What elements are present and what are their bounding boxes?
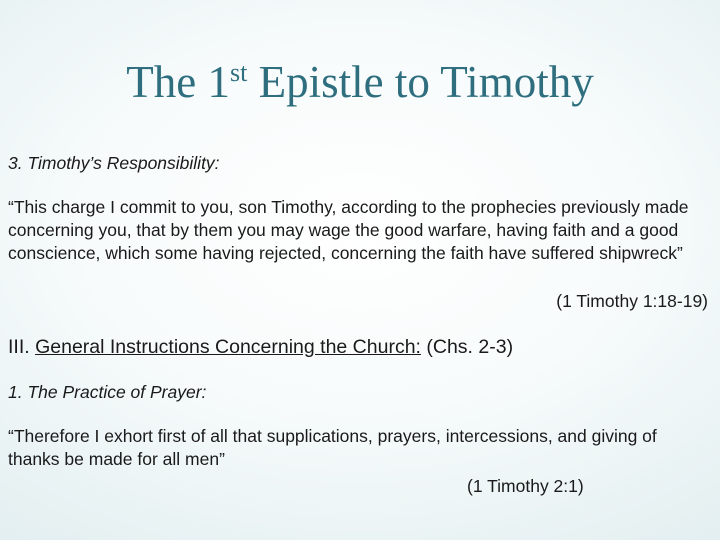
- heading-underlined: General Instructions Concerning the Church:: [35, 336, 421, 358]
- section-heading-prayer: 1. The Practice of Prayer:: [8, 382, 207, 402]
- heading-general-instructions: [8, 336, 708, 359]
- title-superscript: st: [230, 58, 248, 87]
- reference-1-timothy-1-18-19: (1 Timothy 1:18-19): [556, 291, 708, 311]
- reference-1-timothy-2-1: (1 Timothy 2:1): [467, 476, 584, 496]
- slide-title: [0, 58, 720, 108]
- heading-prefix: III.: [8, 336, 36, 358]
- title-rest: Epistle to Timothy: [247, 57, 594, 107]
- quote-1-timothy-2-1: “Therefore I exhort first of all that supplications, prayers, intercessions, and giving of thanks be made for all men”: [8, 426, 657, 469]
- section-heading-responsibility: 3. Timothy’s Responsibility:: [8, 153, 220, 173]
- heading-suffix: (Chs. 2-3): [420, 336, 514, 358]
- quote-1-timothy-1-18: “This charge I commit to you, son Timothy, according to the prophecies previously made concerning you, that by them you may wage the good warfare, having faith and a good conscience, which some having rejected, concerning the faith have suffered shipwreck”: [8, 197, 689, 263]
- title-main: The 1: [126, 57, 231, 107]
